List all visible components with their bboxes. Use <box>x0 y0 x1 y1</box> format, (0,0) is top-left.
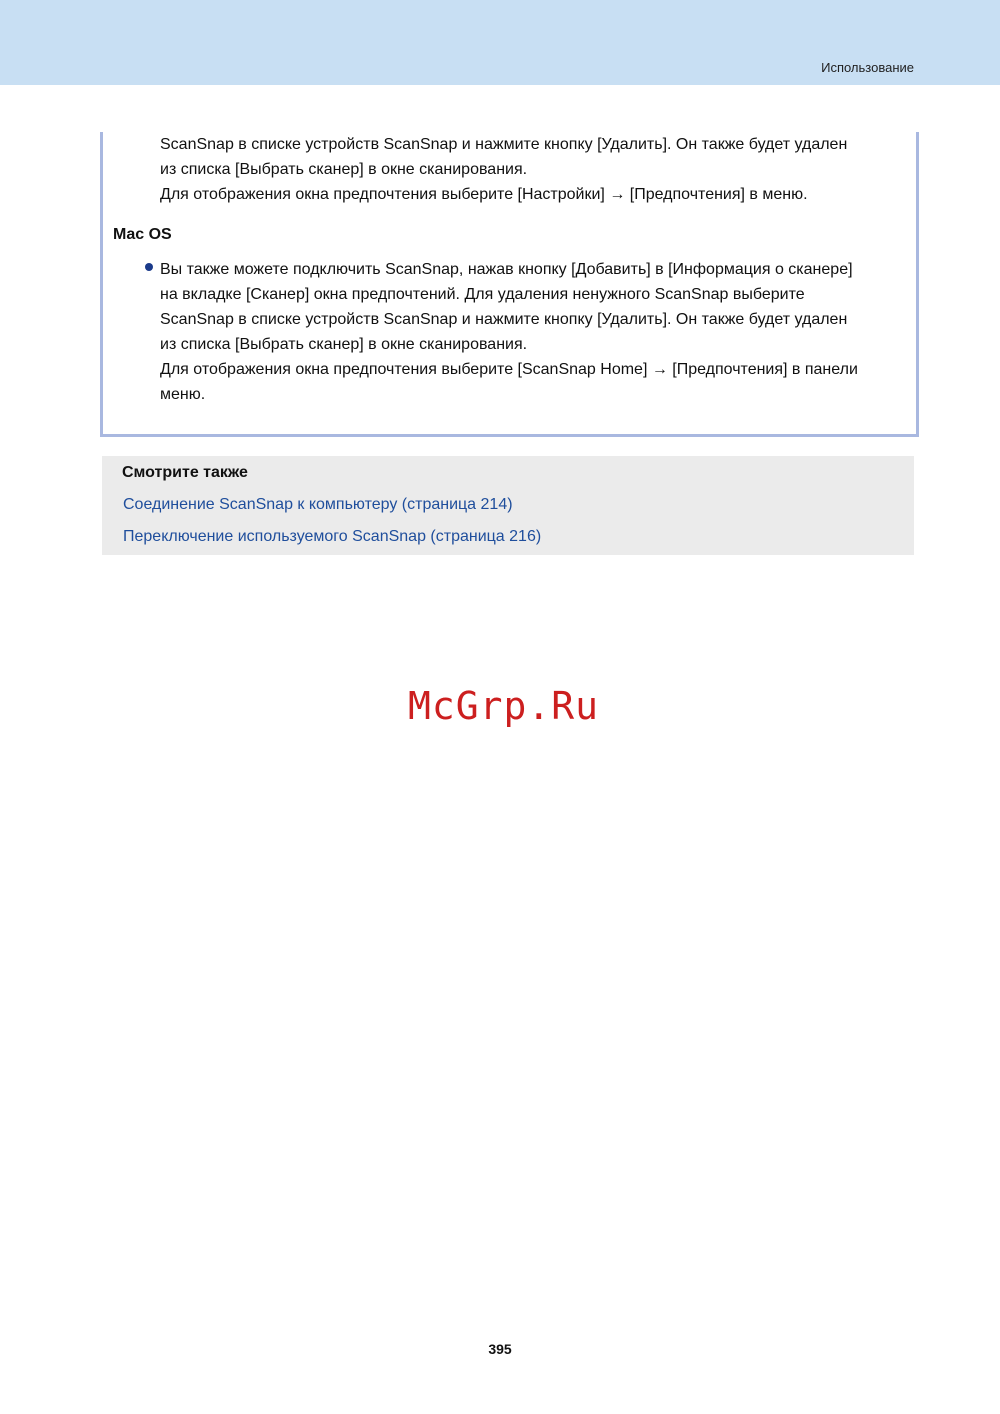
bullet-line: Вы также можете подключить ScanSnap, нажав кнопку [Добавить] в [Информация о сканере] <box>160 261 853 278</box>
section-label: Использование <box>821 60 914 75</box>
see-also-link-connect[interactable]: Соединение ScanSnap к компьютеру (страница 214) <box>123 496 513 513</box>
bullet-line: меню. <box>160 386 206 403</box>
see-also-box <box>102 456 914 555</box>
watermark: McGrp.Ru <box>408 684 600 728</box>
bullet-icon <box>145 263 153 271</box>
bullet-line: Для отображения окна предпочтения выберите [ScanSnap Home] → [Предпочтения] в панели <box>160 361 858 378</box>
note-line: из списка [Выбрать сканер] в окне сканирования. <box>160 161 528 178</box>
mac-os-heading: Mac OS <box>113 226 172 243</box>
page-number: 395 <box>488 1341 512 1357</box>
bullet-line: ScanSnap в списке устройств ScanSnap и нажмите кнопку [Удалить]. Он также будет удален <box>160 311 848 328</box>
bullet-line: на вкладке [Сканер] окна предпочтений. Для удаления ненужного ScanSnap выберите <box>160 286 805 303</box>
note-continuation <box>160 132 910 207</box>
bullet-line: из списка [Выбрать сканер] в окне сканирования. <box>160 336 528 353</box>
see-also-title: Смотрите также <box>122 464 248 481</box>
see-also-link-switch[interactable]: Переключение используемого ScanSnap (страница 216) <box>123 528 542 545</box>
note-box <box>100 132 919 437</box>
note-line: ScanSnap в списке устройств ScanSnap и нажмите кнопку [Удалить]. Он также будет удален <box>160 136 848 153</box>
bullet-text <box>160 257 905 407</box>
note-line: Для отображения окна предпочтения выберите [Настройки] → [Предпочтения] в меню. <box>160 186 808 203</box>
